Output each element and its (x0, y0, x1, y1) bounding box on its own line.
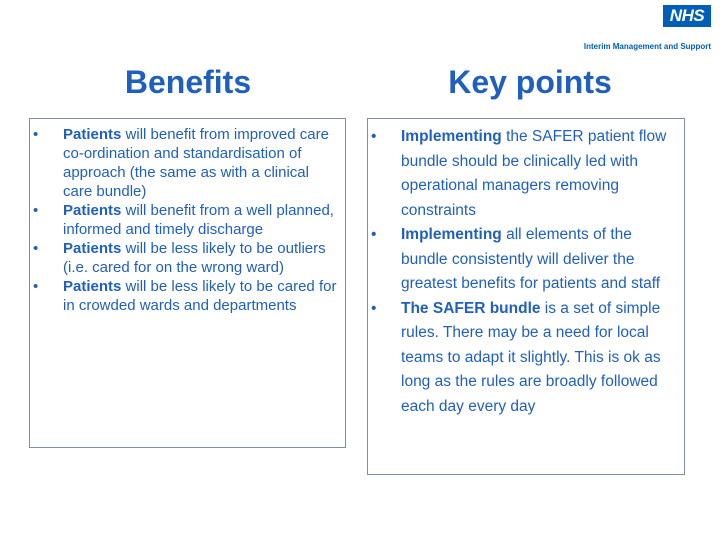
key-point-item-text: all elements of the bundle consistently will deliver the greatest benefits for patients and staff (401, 226, 661, 292)
bullet-icon: • (371, 226, 377, 243)
bullet-icon: • (371, 128, 377, 145)
benefit-item-bold: Patients (63, 278, 122, 295)
benefits-heading: Benefits (124, 64, 252, 100)
key-point-item-bold: Implementing (401, 226, 502, 243)
bullet-icon: • (371, 299, 377, 317)
benefit-item (30, 239, 337, 277)
benefit-item (30, 277, 337, 315)
bullet-icon: • (33, 126, 39, 143)
key-point-item-text: is a set of simple rules. There may be a need for local teams to adapt it slightly. This is ok as long as the rules are broadly followed each day every day (401, 299, 661, 415)
nhs-logo: NHS (663, 5, 711, 27)
organization-name: Interim Management and Support (583, 42, 711, 51)
key-point-item (368, 223, 678, 297)
bullet-icon: • (33, 278, 39, 295)
benefit-item-text: will be less likely to be cared for in crowded wards and departments (63, 278, 337, 314)
bullet-icon: • (33, 202, 39, 219)
benefit-item-text: will be less likely to be outliers (i.e. cared for on the wrong ward) (63, 240, 326, 276)
key-point-item (368, 125, 678, 223)
benefit-item-text: will benefit from improved care co-ordination and standardisation of approach (the same as with a clinical care bundle) (63, 126, 329, 200)
key-point-item-bold: The SAFER bundle (401, 299, 541, 317)
benefit-item-bold: Patients (63, 202, 122, 219)
key-point-item (368, 297, 678, 420)
benefit-item-bold: Patients (63, 126, 122, 143)
benefits-list (30, 125, 337, 315)
key-points-list (368, 125, 678, 419)
key-points-panel (367, 118, 685, 475)
bullet-icon: • (33, 240, 39, 257)
key-point-item-bold: Implementing (401, 128, 502, 145)
benefit-item-text: will benefit from a well planned, informed and timely discharge (63, 202, 334, 238)
benefit-item (30, 201, 337, 239)
key-point-item-text: the SAFER patient flow bundle should be clinically led with operational managers removing constraints (401, 128, 667, 219)
key-points-heading: Key points (448, 64, 612, 100)
benefit-item (30, 125, 337, 201)
benefits-panel (29, 118, 346, 448)
benefit-item-bold: Patients (63, 240, 122, 257)
